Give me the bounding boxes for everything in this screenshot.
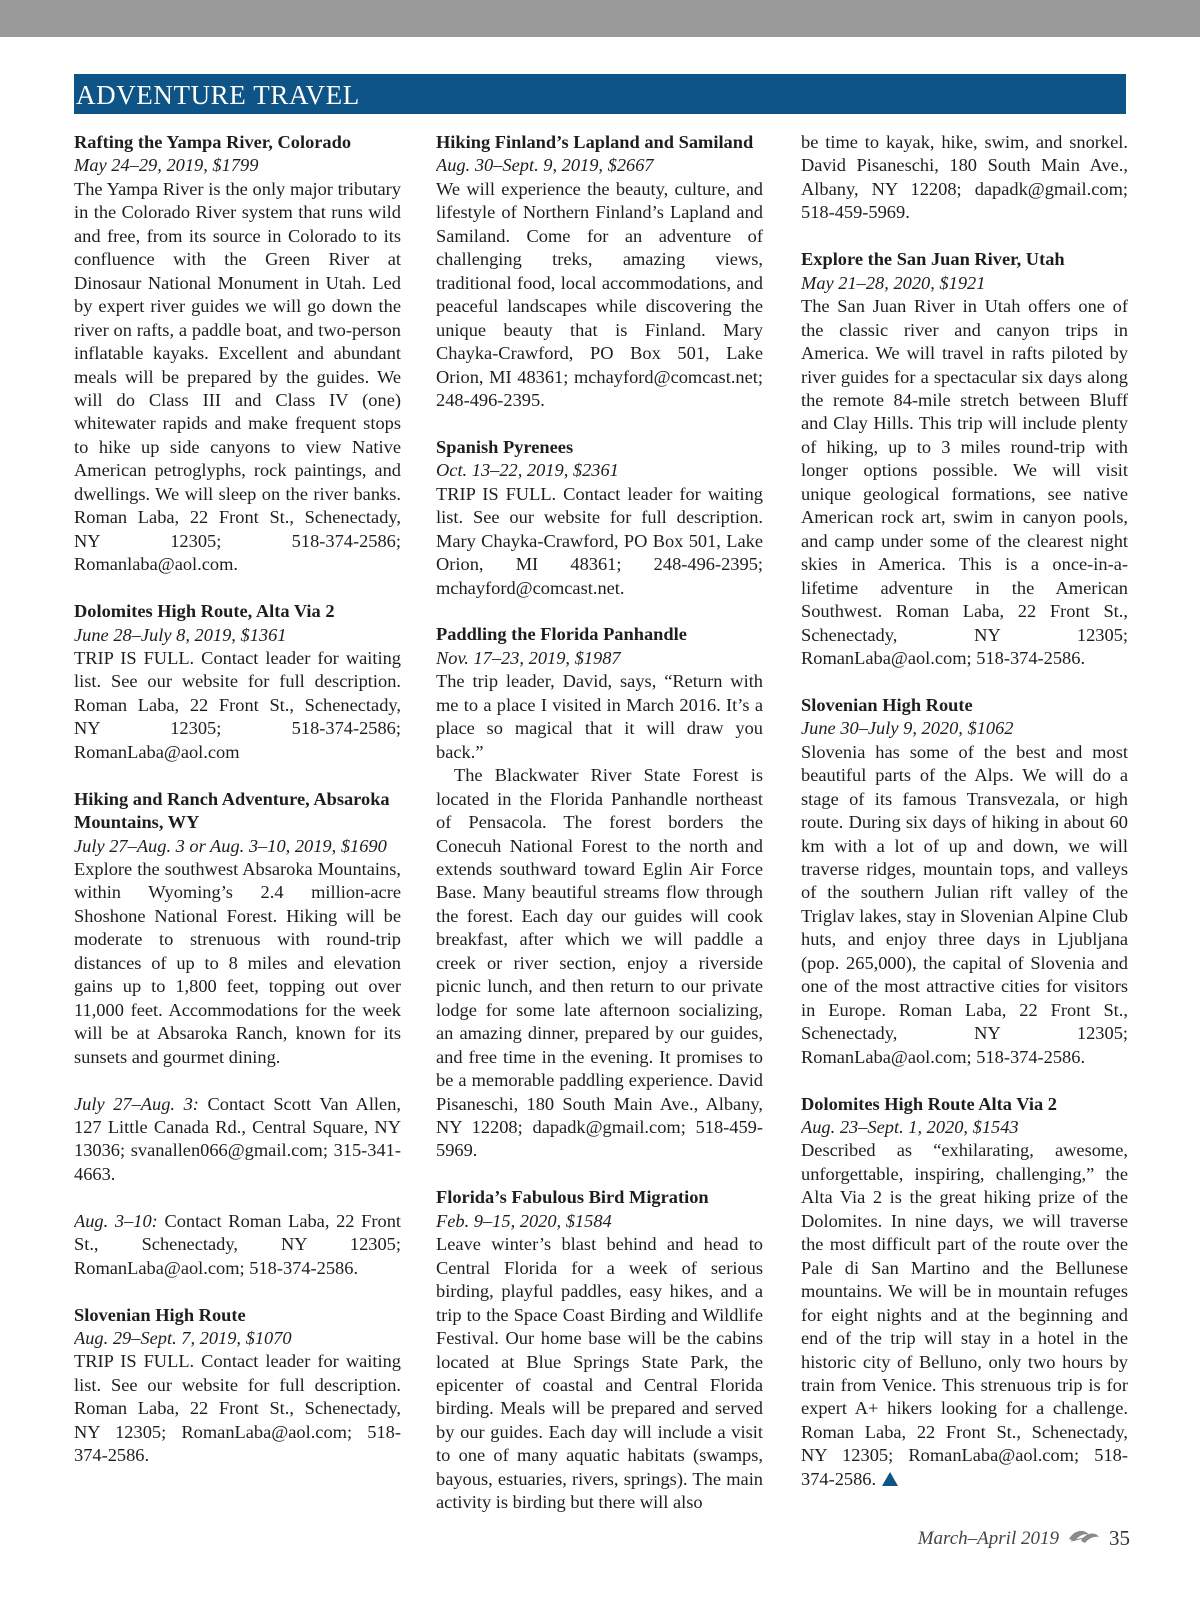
trip-title: Hiking and Ranch Adventure, Absaroka Mountains, WY xyxy=(74,788,390,833)
trip-description: The trip leader, David, says, “Return with me to a place I visited in March 2016. It’s a place so magical that it will draw you back.” xyxy=(436,671,763,762)
trip-entry xyxy=(74,131,401,577)
trip-entry xyxy=(801,248,1128,670)
trip-entry xyxy=(74,1304,401,1468)
leaf-ornament-icon xyxy=(1067,1527,1101,1550)
trip-title: Spanish Pyrenees xyxy=(436,436,574,457)
issue-date: March–April 2019 xyxy=(917,1527,1059,1549)
trip-date-price: Aug. 23–Sept. 1, 2020, $1543 xyxy=(801,1116,1019,1137)
trip-title: Slovenian High Route xyxy=(74,1304,246,1325)
trip-description: TRIP IS FULL. Contact leader for waiting list. See our website for full description. Mary Chayka-Crawford, PO Box 501, Lake Orion, MI 48361; 248-496-2395; mchayford@comcast.net. xyxy=(436,483,763,598)
trip-contact xyxy=(74,1210,401,1280)
trip-date-price: Aug. 30–Sept. 9, 2019, $2667 xyxy=(436,155,654,176)
top-band xyxy=(0,0,1200,37)
trip-date-price: Nov. 17–23, 2019, $1987 xyxy=(436,647,621,668)
trip-description: TRIP IS FULL. Contact leader for waiting list. See our website for full description. Roman Laba, 22 Front St., Schenectady, NY 12305; RomanLaba@aol.com; 518-374-2586. xyxy=(74,1351,401,1466)
trip-description xyxy=(801,1139,1128,1491)
trip-description: Leave winter’s blast behind and head to Central Florida for a week of serious birding, playful paddles, easy hikes, and a trip to the Space Coast Birding and Wildlife Festival. Our home base will be the cabins located at Blue Springs State Park, the epicenter of coastal and Central Florida birding. Meals will be prepared and served by our guides. Each day will include a visit to one of many aquatic habitats (swamps, bayous, estuaries, rivers, springs). The main activity is birding but there will also xyxy=(436,1234,763,1513)
trip-title: Paddling the Florida Panhandle xyxy=(436,624,687,645)
trip-date-price: July 27–Aug. 3 or Aug. 3–10, 2019, $1690 xyxy=(74,835,387,856)
trip-description-text: Described as “exhilarating, awesome, unforgettable, inspiring, challenging,” the Alta Via 2 is the great hiking prize of the Dolomites. In nine days, we will traverse the most difficult part of the route over the Pale di San Martino and the Bellunese mountains. We will be in mountain refuges for eight nights and at the beginning and end of the trip will stay in a hotel in the historic city of Belluno, only two hours by train from Venice. This strenuous trip is for expert A+ hikers looking for a challenge. Roman Laba, 22 Front St., Schenectady, NY 12305; RomanLaba@aol.com; 518-374-2586. xyxy=(801,1140,1128,1489)
trip-title: Explore the San Juan River, Utah xyxy=(801,249,1065,270)
contact-label: July 27–Aug. 3: xyxy=(74,1093,199,1114)
trip-date-price: Feb. 9–15, 2020, $1584 xyxy=(436,1210,612,1231)
trip-description: be time to kayak, hike, swim, and snorkel. David Pisaneschi, 180 South Main Ave., Albany, NY 12208; dapadk@gmail.com; 518-459-5969. xyxy=(801,132,1128,223)
trip-date-price: May 21–28, 2020, $1921 xyxy=(801,272,986,293)
trip-entry xyxy=(74,600,401,764)
trip-entry xyxy=(436,623,763,1162)
trip-description: Slovenia has some of the best and most beautiful parts of the Alps. We will do a stage of its famous Transvezala, or high route. During six days of hiking in about 60 km with a lot of up and down, we will traverse ridges, mountain tops, and valleys of the southern Julian rift valley of the Triglav lakes, stay in Slovenian Alpine Club huts, and enjoy three days in Ljubljana (pop. 265,000), the capital of Slovenia and one of the most attractive cities for visitors in Europe. Roman Laba, 22 Front St., Schenectady, NY 12305; RomanLaba@aol.com; 518-374-2586. xyxy=(801,741,1128,1067)
trip-title: Slovenian High Route xyxy=(801,694,973,715)
trip-description: Explore the southwest Absaroka Mountains, within Wyoming’s 2.4 million-acre Shoshone National Forest. Hiking will be moderate to strenuous with round-trip distances of up to 8 miles and elevation gains up to 1,800 feet, topping out over 11,000 feet. Accommodations for the week will be at Absaroka Ranch, known for its sunsets and gourmet dining. xyxy=(74,859,401,1067)
column-middle xyxy=(436,131,763,1531)
trip-date-price: June 28–July 8, 2019, $1361 xyxy=(74,624,287,645)
trip-entry xyxy=(436,1186,763,1514)
trip-entry xyxy=(74,788,401,1280)
page-number: 35 xyxy=(1109,1526,1130,1550)
contact-label: Aug. 3–10: xyxy=(74,1210,158,1231)
section-title: ADVENTURE TRAVEL xyxy=(74,74,1126,114)
trip-title: Florida’s Fabulous Bird Migration xyxy=(436,1187,709,1208)
trip-entry xyxy=(436,131,763,412)
trip-entry xyxy=(436,436,763,600)
trip-contact xyxy=(74,1093,401,1187)
trip-date-price: May 24–29, 2019, $1799 xyxy=(74,155,259,176)
trip-title: Dolomites High Route Alta Via 2 xyxy=(801,1093,1057,1114)
page-footer xyxy=(918,1526,1130,1551)
trip-description: The San Juan River in Utah offers one of the classic river and canyon trips in America. We will travel in rafts piloted by river guides for a spectacular six days along the remote 84-mile stretch between Bluff and Clay Hills. This trip will include plenty of hiking, up to 3 miles round-trip with longer options possible. We will visit unique geological formations, see native American rock art, swim in canyon pools, and camp under some of the clearest night skies in America. This is a once-in-a-lifetime adventure in the American Southwest. Roman Laba, 22 Front St., Schenectady, NY 12305; RomanLaba@aol.com; 518-374-2586. xyxy=(801,296,1128,668)
trip-description: We will experience the beauty, culture, and lifestyle of Northern Finland’s Lapland and Samiland. Come for an adventure of challenging treks, amazing views, traditional food, local accommodations, and peaceful landscapes while discovering the unique beauty that is Finland. Mary Chayka-Crawford, PO Box 501, Lake Orion, MI 48361; mchayford@comcast.net; 248-496-2395. xyxy=(436,178,763,410)
column-left xyxy=(74,131,401,1531)
trip-title: Rafting the Yampa River, Colorado xyxy=(74,132,352,152)
trip-date-price: June 30–July 9, 2020, $1062 xyxy=(801,718,1014,739)
trip-date-price: Oct. 13–22, 2019, $2361 xyxy=(436,460,619,481)
trip-date-price: Aug. 29–Sept. 7, 2019, $1070 xyxy=(74,1328,292,1349)
contact-text: Contact Roman Laba, 22 Front St., Schenectady, NY 12305; RomanLaba@aol.com; 518-374-2586. xyxy=(74,1210,401,1278)
trip-entry xyxy=(801,1093,1128,1492)
column-right xyxy=(801,131,1128,1531)
contact-text: Contact Scott Van Allen, 127 Little Canada Rd., Central Square, NY 13036; svanallen066@gmail.com; 315-341-4663. xyxy=(74,1093,401,1184)
trip-description: TRIP IS FULL. Contact leader for waiting list. See our website for full description. Roman Laba, 22 Front St., Schenectady, NY 12305; 518-374-2586; RomanLaba@aol.com xyxy=(74,647,401,762)
end-of-article-triangle-icon xyxy=(882,1472,898,1486)
trip-description: The Blackwater River State Forest is located in the Florida Panhandle northeast of Pensacola. The forest borders the Conecuh National Forest to the north and extends southward toward Eglin Air Force Base. Many beautiful streams flow through the forest. Each day our guides will cook breakfast, after which we will paddle a creek or river section, enjoy a riverside picnic lunch, and then return to our private lodge for some late afternoon socializing, an amazing dinner, prepared by our guides, and free time in the evening. It promises to be a memorable paddling experience. David Pisaneschi, 180 South Main Ave., Albany, NY 12208; dapadk@gmail.com; 518-459-5969. xyxy=(436,765,763,1161)
trip-title: Hiking Finland’s Lapland and Samiland xyxy=(436,132,754,152)
trip-entry-continued xyxy=(801,131,1128,225)
trip-description: The Yampa River is the only major tributary in the Colorado River system that runs wild and free, from its source in Colorado to its confluence with the Green River at Dinosaur National Monument in Utah. Led by expert river guides we will go down the river on rafts, a paddle boat, and two-person inflatable kayaks. Excellent and abundant meals will be prepared by the guides. We will do Class III and Class IV (one) whitewater rapids and make frequent stops to hike up side canyons to view Native American petroglyphs, rock paintings, and dwellings. We will sleep on the river banks. Roman Laba, 22 Front St., Schenectady, NY 12305; 518-374-2586; Romanlaba@aol.com. xyxy=(74,178,401,575)
trip-entry xyxy=(801,694,1128,1069)
trip-title: Dolomites High Route, Alta Via 2 xyxy=(74,601,335,622)
